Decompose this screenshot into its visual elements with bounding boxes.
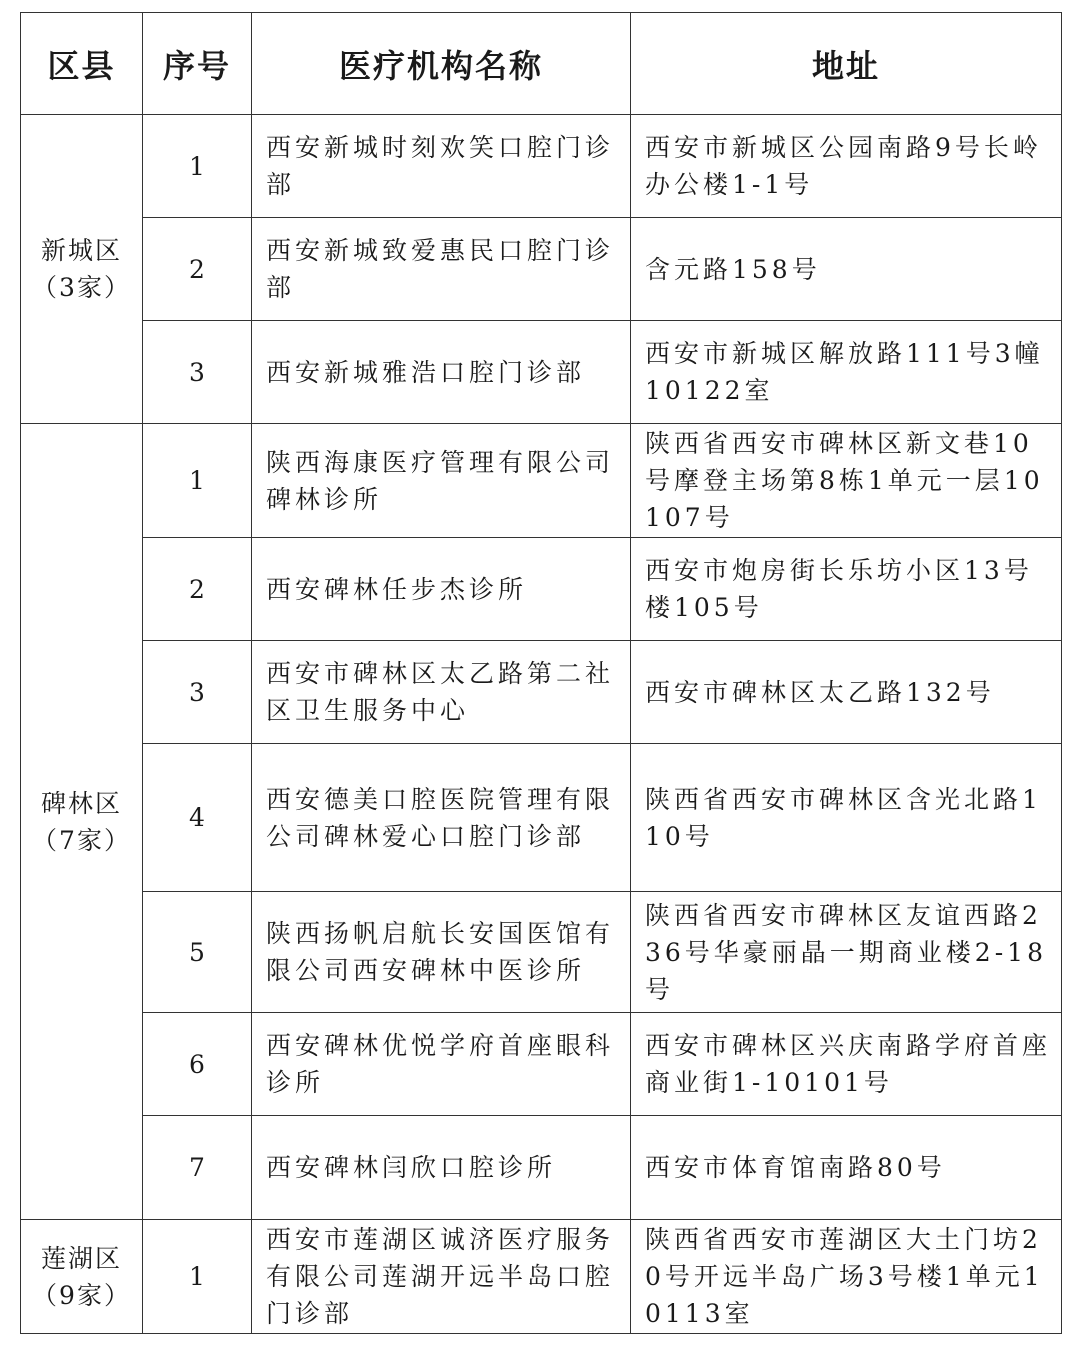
table-row bbox=[21, 1220, 1062, 1334]
institution-name: 西安新城时刻欢笑口腔门诊部 bbox=[252, 115, 631, 218]
table-row bbox=[21, 744, 1062, 892]
seq-cell: 3 bbox=[143, 321, 252, 424]
table-row bbox=[21, 1013, 1062, 1116]
table-row bbox=[21, 115, 1062, 218]
table-row bbox=[21, 1116, 1062, 1220]
table-row bbox=[21, 892, 1062, 1013]
institution-name: 西安新城雅浩口腔门诊部 bbox=[252, 321, 631, 424]
seq-cell: 1 bbox=[143, 1220, 252, 1334]
district-cell-lianhu bbox=[21, 1220, 143, 1334]
seq-cell: 1 bbox=[143, 115, 252, 218]
institution-name: 西安碑林任步杰诊所 bbox=[252, 538, 631, 641]
institution-name: 陕西海康医疗管理有限公司碑林诊所 bbox=[252, 424, 631, 538]
institution-address: 西安市新城区公园南路9号长岭办公楼1-1号 bbox=[631, 115, 1062, 218]
institution-address: 西安市炮房街长乐坊小区13号楼105号 bbox=[631, 538, 1062, 641]
district-count: （9家） bbox=[32, 1280, 131, 1310]
seq-cell: 2 bbox=[143, 538, 252, 641]
institution-name: 西安碑林优悦学府首座眼科诊所 bbox=[252, 1013, 631, 1116]
header-address: 地址 bbox=[631, 13, 1062, 115]
institution-address: 西安市体育馆南路80号 bbox=[631, 1116, 1062, 1220]
header-seq: 序号 bbox=[143, 13, 252, 115]
district-name: 新城区 bbox=[40, 236, 122, 265]
table-row bbox=[21, 424, 1062, 538]
institution-address: 西安市碑林区太乙路132号 bbox=[631, 641, 1062, 744]
header-name: 医疗机构名称 bbox=[252, 13, 631, 115]
institution-address: 陕西省西安市莲湖区大土门坊20号开远半岛广场3号楼1单元10113室 bbox=[631, 1220, 1062, 1334]
institution-address: 陕西省西安市碑林区友谊西路236号华豪丽晶一期商业楼2-18号 bbox=[631, 892, 1062, 1013]
institution-address: 西安市碑林区兴庆南路学府首座商业街1-10101号 bbox=[631, 1013, 1062, 1116]
institution-name: 西安德美口腔医院管理有限公司碑林爱心口腔门诊部 bbox=[252, 744, 631, 892]
clinic-table-container bbox=[20, 12, 1062, 1334]
table-row bbox=[21, 321, 1062, 424]
district-cell-xincheng bbox=[21, 115, 143, 424]
seq-cell: 6 bbox=[143, 1013, 252, 1116]
seq-cell: 3 bbox=[143, 641, 252, 744]
district-name: 碑林区 bbox=[40, 788, 122, 818]
district-name: 莲湖区 bbox=[40, 1243, 122, 1273]
seq-cell: 5 bbox=[143, 892, 252, 1013]
header-row bbox=[21, 13, 1062, 115]
institution-name: 西安市莲湖区诚济医疗服务有限公司莲湖开远半岛口腔门诊部 bbox=[252, 1220, 631, 1334]
header-district: 区县 bbox=[21, 13, 143, 115]
institution-name: 西安市碑林区太乙路第二社区卫生服务中心 bbox=[252, 641, 631, 744]
district-cell-beilin bbox=[21, 424, 143, 1220]
clinic-table bbox=[20, 12, 1062, 1334]
district-count: （3家） bbox=[32, 273, 131, 302]
seq-cell: 4 bbox=[143, 744, 252, 892]
table-row bbox=[21, 641, 1062, 744]
seq-cell: 2 bbox=[143, 218, 252, 321]
table-row bbox=[21, 218, 1062, 321]
institution-address: 西安市新城区解放路111号3幢10122室 bbox=[631, 321, 1062, 424]
institution-address: 陕西省西安市碑林区新文巷10号摩登主场第8栋1单元一层10107号 bbox=[631, 424, 1062, 538]
institution-address: 含元路158号 bbox=[631, 218, 1062, 321]
institution-name: 西安碑林闫欣口腔诊所 bbox=[252, 1116, 631, 1220]
table-row bbox=[21, 538, 1062, 641]
seq-cell: 1 bbox=[143, 424, 252, 538]
institution-address: 陕西省西安市碑林区含光北路110号 bbox=[631, 744, 1062, 892]
institution-name: 陕西扬帆启航长安国医馆有限公司西安碑林中医诊所 bbox=[252, 892, 631, 1013]
district-count: （7家） bbox=[32, 825, 131, 855]
institution-name: 西安新城致爱惠民口腔门诊部 bbox=[252, 218, 631, 321]
seq-cell: 7 bbox=[143, 1116, 252, 1220]
